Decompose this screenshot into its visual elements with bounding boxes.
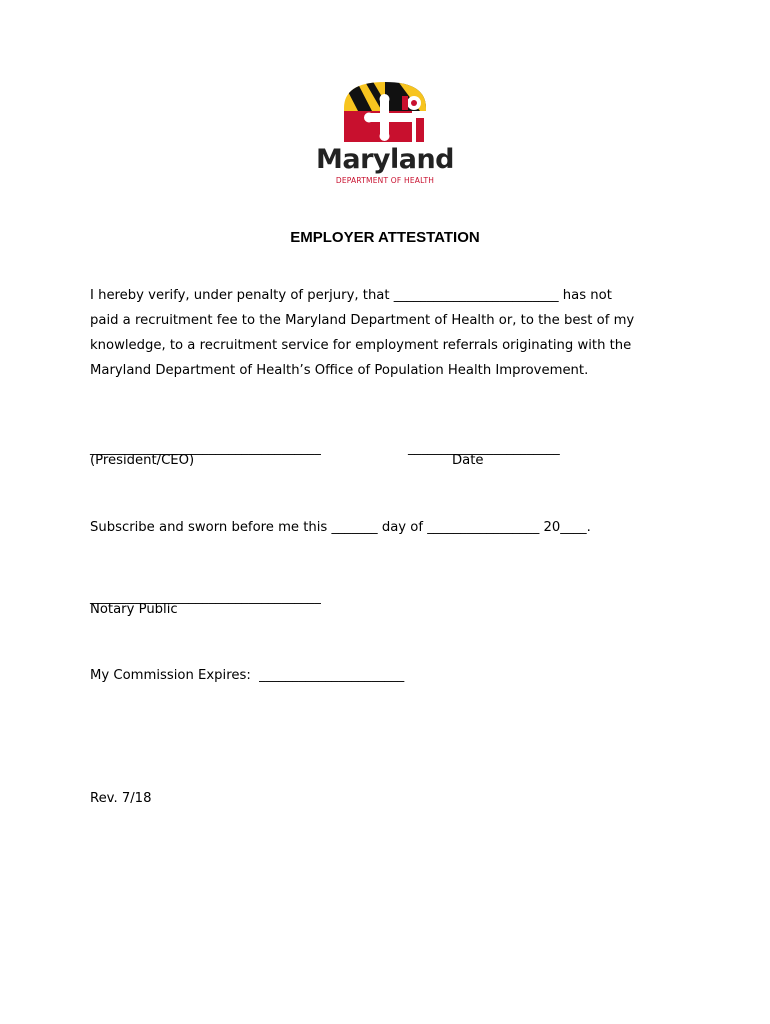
- statement-line-4: Maryland Department of Health’s Office of Population Health Improvement.: [90, 363, 589, 378]
- maryland-flag-icon: [342, 80, 428, 142]
- document-title: EMPLOYER ATTESTATION: [290, 229, 480, 246]
- logo-subtitle: DEPARTMENT OF HEALTH: [335, 176, 435, 185]
- date-signature-line[interactable]: _______________________: [408, 441, 560, 456]
- date-label: Date: [452, 453, 484, 468]
- commission-expires: My Commission Expires: ______________________: [90, 668, 405, 683]
- maryland-health-logo: [312, 80, 458, 190]
- statement-line-1: I hereby verify, under penalty of perjury, that _________________________ has not: [90, 288, 612, 303]
- statement-line-2: paid a recruitment fee to the Maryland Department of Health or, to the best of my: [90, 313, 635, 328]
- revision-label: Rev. 7/18: [90, 791, 152, 806]
- notary-label: Notary Public: [90, 602, 178, 617]
- statement-line-3: knowledge, to a recruitment service for employment referrals originating with the: [90, 338, 632, 353]
- sworn-statement: Subscribe and sworn before me this _______ day of _________________ 20____.: [90, 520, 591, 535]
- president-label: (President/CEO): [90, 453, 195, 468]
- notary-signature-line[interactable]: ___________________________________: [90, 590, 321, 605]
- president-signature-line[interactable]: ___________________________________: [90, 441, 321, 456]
- logo-wordmark: Maryland: [315, 144, 455, 175]
